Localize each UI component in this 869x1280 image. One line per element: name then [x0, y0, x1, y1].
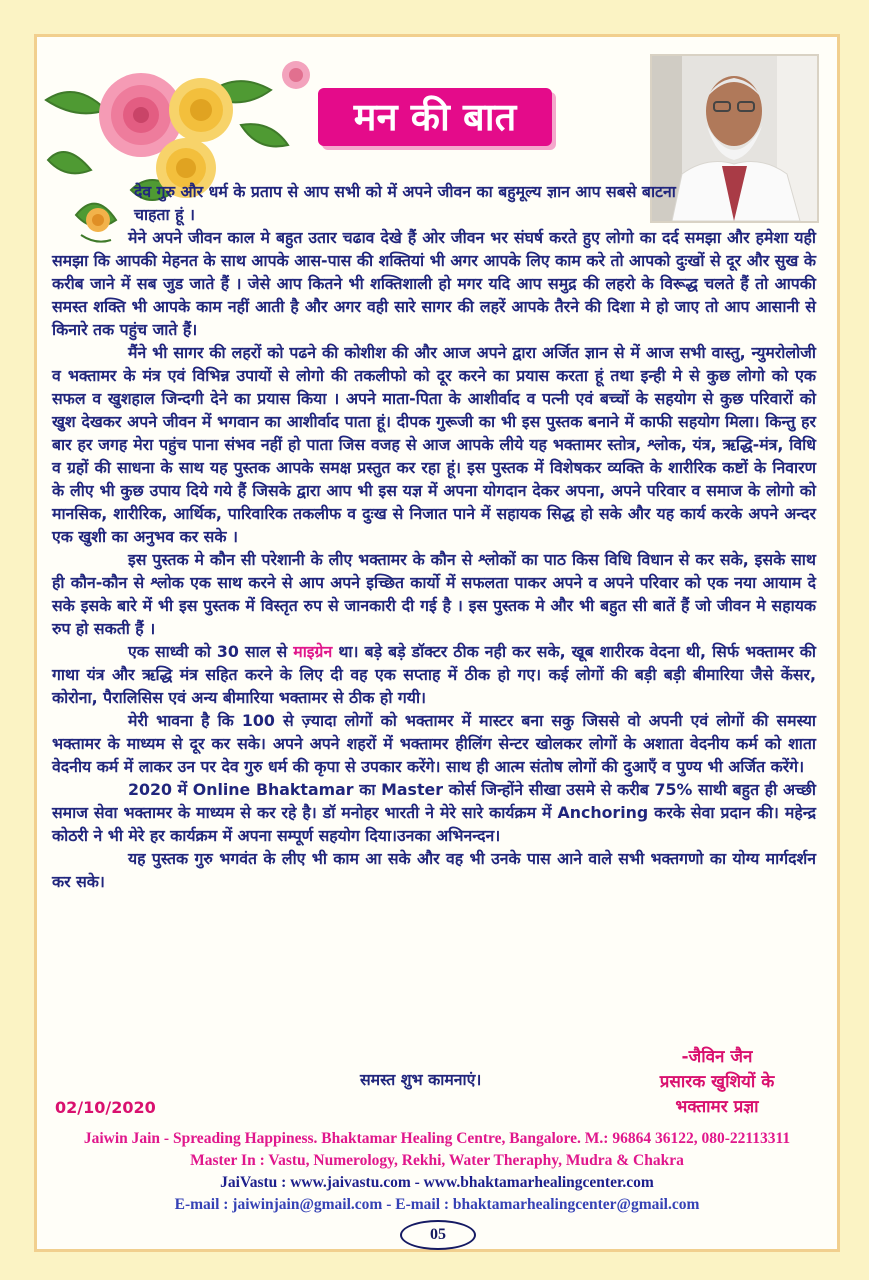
footer-websites[interactable]: JaiVastu : www.jaivastu.com - www.bhaktamarhealingcenter.com [220, 1174, 654, 1191]
paragraph: मैंने भी सागर की लहरों को पढने की कोशीश की और आज अपने द्वारा अर्जित ज्ञान से में आज सभी वास्तु, न्युमरोलोजी व भक्तामर के मंत्र एवं विभिन्न उपायों से लोगो की तकलीफो को दूर करने का प्रयास करता हूं तथा इन्ही मे से कुछ लोगो को एक सफल व खुशहाल जिन्दगी देने का प्रयास किया । अपने माता-पिता के आशीर्वाद व पत्नी एवं बच्चों के सहयोग से कुछ परिवारों को खुश देखकर अपने जीवन में भगवान का आशीर्वाद पाता हूं। दीपक गुरूजी का भी इस पुस्तक बनाने में काफी सहयोग मिला। किन्तु हर बार हर जगह मेरा पहुंच पाना संभव नहीं हो पाता जिस वजह से आज आपके लीये यह भक्तामर स्तोत्र, श्लोक, यंत्र, ऋद्धि-मंत्र, विधि व ग्रहों की साधना के साथ यह पुस्तक आपके समक्ष प्रस्तुत कर रहा हूं। इस पुस्तक में विशेषकर व्यक्ति के शारीरिक कष्टों के निवारण के लीए भी कुछ उपाय दिये गये हैं जिसके द्वारा आप भी इस यज्ञ में अपना योगदान देकर अपना, अपने परिवार व समाज के लोगो को मानसिक, शारीरिक, आर्थिक, पारिवारिक तकलीफ व दुःख से निजात पाने में सहायक सिद्ध हो सके और यह कार्य करके अपने अन्दर एक खुशी का अनुभव कर सके । [52, 343, 816, 546]
footer [34, 1128, 840, 1216]
text-segment: था। बड़े बड़े डॉक्टर ठीक नही कर सके, खूब शारीरक वेदना थी, सिर्फ भक्तामर की गाथा यंत्र और ऋद्धि मंत्र सहित करने के लिए दी वह एक सप्ताह में ठीक हो गए। कई लोगों की बड़ी बड़ी बीमारिया जैसे केंसर, कोरोना, पैरालिसिस एवं अन्य बीमारिया भक्तामर से ठीक हो गयी। [52, 642, 816, 707]
paragraph: इस पुस्तक मे कौन सी परेशानी के लीए भक्तामर के कौन से श्लोकों का पाठ किस विधि विधान से कर सके, इसके साथ ही कौन-कौन से श्लोक एक साथ करने से आप अपने इच्छित कार्यो में सफलता पाकर अपने व अपने परिवार को एक नया आयाम दे सके इसके बारे में भी इस पुस्तक में विस्तृत रुप से जानकारी दी गई है । इस पुस्तक मे और भी बहुत सी बातें हैं जो जीवन मे सहायक रुप हो सकती हैं । [52, 550, 816, 638]
signature-line: भक्तामर प्रज्ञा [675, 1097, 759, 1117]
page-number: 05 [400, 1220, 476, 1250]
paragraph: मेरी भावना है कि 100 से ज़्यादा लोगों को भक्तामर में मास्टर बना सकु जिससे वो अपनी एवं लोगों की समस्या भक्तामर के माध्यम से दूर कर सके। अपने अपने शहरों में भक्तामर हीलिंग सेन्टर खोलकर लोगों के अशाता वेदनीय कर्म को शाता वेदनीय कर्म में लाकर उन पर देव गुरु धर्म की कृपा से उपकार करेंगे। साथ ही आत्म संतोष लोगों की दुआएँ व पुण्य भी अर्जित करेंगे। [52, 711, 816, 776]
letter-body [52, 180, 816, 893]
footer-emails[interactable]: E-mail : jaiwinjain@gmail.com - E-mail : bhaktamarhealingcenter@gmail.com [174, 1196, 700, 1213]
footer-expertise: Master In : Vastu, Numerology, Rekhi, Water Theraphy, Mudra & Chakra [190, 1152, 684, 1169]
page-title: मन की बात [318, 88, 552, 146]
signature-line: प्रसारक खुशियों के [659, 1072, 775, 1092]
paragraph: 2020 में Online Bhaktamar का Master कोर्स जिन्होंने सीखा उसमे से करीब 75% साथी बहुत ही अच्छी समाज सेवा भक्तामर के माध्यम से कर रहे है। डॉ मनोहर भारती ने मेरे सारे कार्यक्रम में Anchoring करके सेवा प्रदान की। महेन्द्र कोठरी ने भी मेरे हर कार्यक्रम में अपना सम्पूर्ण सहयोग दिया।उनका अभिनन्दन। [52, 780, 816, 845]
signature-name: -जैविन जैन [681, 1047, 753, 1067]
paragraph-migraine [52, 640, 816, 709]
date: 02/10/2020 [55, 1098, 156, 1117]
text-segment: एक साध्वी को 30 साल से [128, 642, 294, 661]
paragraph: मेने अपने जीवन काल मे बहुत उतार चढाव देखे हैं ओर जीवन भर संघर्ष करते हुए लोगो का दर्द समझा और हमेशा यही समझा कि आपकी मेहनत के साथ आपके आस-पास की शक्तियां भी अगर आपके लिए काम करे तो आपको दुःखों से दूर और सुख के करीब जाने में सब जुड जाते हैं । जेसे आप कितने भी शक्तिशाली हो मगर यदि आप समुद्र की लहरो के विरूद्ध चलते हैं तो आपकी समस्त शक्ति भी आपके काम नहीं आती है और अगर वही सारे सागर की लहरें आपके तैरने की दिशा मे हो जाए तो आप आसानी से किनारे तक पहुंच जाते हैं। [52, 228, 816, 339]
closing-wishes: समस्त शुभ कामनाएं। [360, 1070, 482, 1089]
paragraph: यह पुस्तक गुरु भगवंत के लीए भी काम आ सके और वह भी उनके पास आने वाले सभी भक्तगणो का योग्य मार्गदर्शन कर सके। [52, 849, 816, 891]
paragraph: देव गुरु और धर्म के प्रताप से आप सभी को में अपने जीवन का बहुमूल्य ज्ञान आप सबसे बाटना चाहता हूं । [134, 182, 676, 224]
signature-block [622, 1045, 812, 1120]
footer-contact: Jaiwin Jain - Spreading Happiness. Bhaktamar Healing Centre, Bangalore. M.: 96864 36122, 080-22113311 [83, 1130, 791, 1147]
highlight-word: माइग्रेन [293, 642, 333, 661]
